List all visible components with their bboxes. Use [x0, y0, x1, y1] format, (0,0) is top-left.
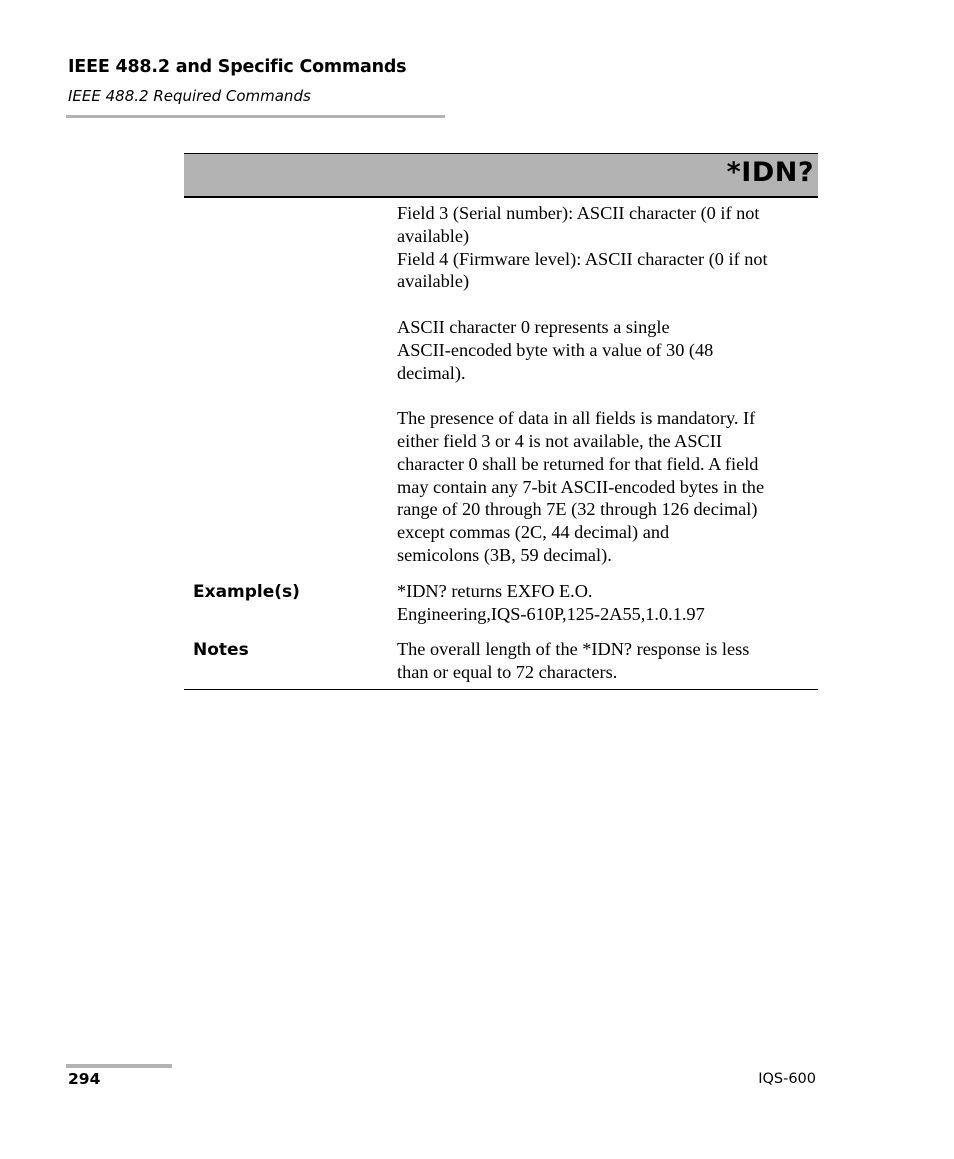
- text-line: except commas (2C, 44 decimal) and: [397, 522, 670, 543]
- examples-label: Example(s): [193, 581, 300, 602]
- text-line: available): [397, 225, 470, 246]
- footer-rule: [66, 1064, 172, 1068]
- paragraph-gap: [397, 384, 813, 407]
- text-line: available): [397, 271, 470, 292]
- product-name: IQS-600: [758, 1071, 816, 1087]
- paragraph-gap: [397, 293, 813, 316]
- text-line: *IDN? returns EXFO E.O.: [397, 580, 593, 601]
- page-number: 294: [68, 1070, 101, 1088]
- notes-label: Notes: [193, 640, 249, 661]
- text-line: decimal).: [397, 362, 466, 383]
- examples-text: [397, 580, 813, 626]
- command-title-bar: [184, 153, 818, 198]
- text-line: either field 3 or 4 is not available, the ASCII: [397, 430, 722, 451]
- command-table: [184, 153, 818, 684]
- table-bottom-rule: [184, 689, 818, 690]
- text-line: semicolons (3B, 59 decimal).: [397, 544, 612, 565]
- notes-text: [397, 638, 813, 684]
- notes-row: [184, 638, 818, 684]
- section-subtitle: IEEE 488.2 Required Commands: [68, 87, 311, 105]
- response-continued-row: [184, 198, 818, 567]
- text-line: ASCII character 0 represents a single: [397, 316, 670, 337]
- text-line: The presence of data in all fields is mandatory. If: [397, 408, 756, 429]
- text-line: may contain any 7-bit ASCII-encoded bytes in the: [397, 476, 765, 497]
- text-line: ASCII-encoded byte with a value of 30 (48: [397, 339, 714, 360]
- response-continued-text: [397, 202, 813, 567]
- text-line: Field 4 (Firmware level): ASCII character (0 if not: [397, 248, 768, 269]
- text-line: The overall length of the *IDN? response is less: [397, 639, 750, 660]
- header-rule: [66, 115, 445, 118]
- examples-row: [184, 580, 818, 626]
- section-title: IEEE 488.2 and Specific Commands: [68, 57, 407, 77]
- text-line: Engineering,IQS-610P,125-2A55,1.0.1.97: [397, 603, 705, 624]
- text-line: character 0 shall be returned for that field. A field: [397, 453, 759, 474]
- text-line: Field 3 (Serial number): ASCII character (0 if not: [397, 203, 760, 223]
- command-name: *IDN?: [726, 157, 814, 188]
- text-line: than or equal to 72 characters.: [397, 662, 618, 683]
- text-line: range of 20 through 7E (32 through 126 decimal): [397, 499, 758, 520]
